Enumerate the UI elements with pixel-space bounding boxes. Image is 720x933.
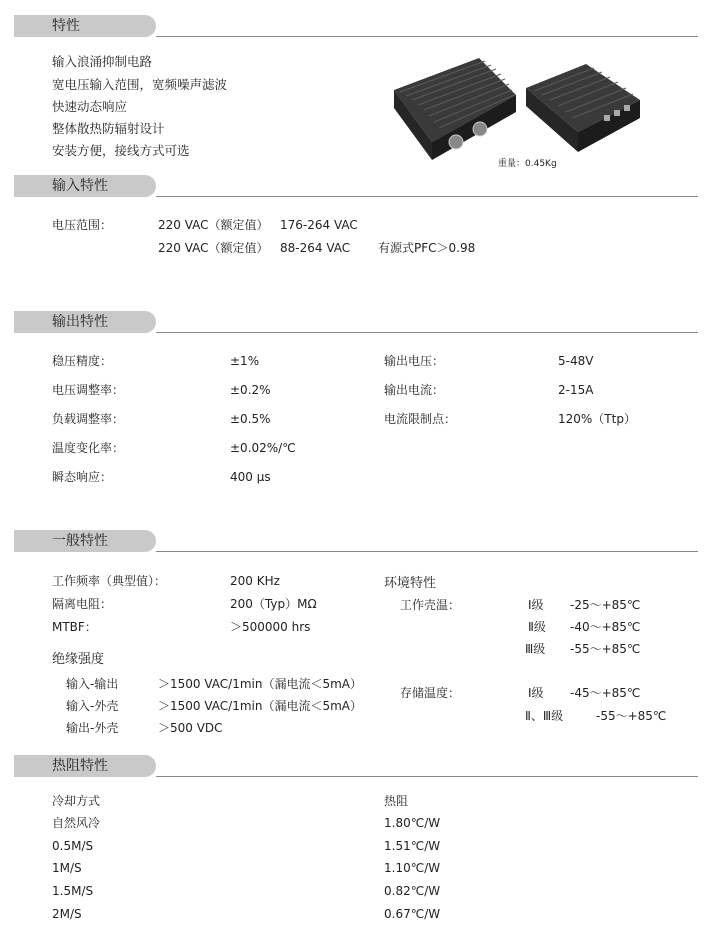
insulation-label: 输入-输出 — [66, 677, 119, 691]
output-param-value: ±0.2% — [230, 383, 271, 397]
environment-title: 环境特性 — [384, 576, 437, 591]
section-title-general: 一般特性 — [52, 533, 108, 549]
cooling-method-header: 冷却方式 — [52, 794, 101, 808]
temp-range: -25～+85℃ — [570, 598, 641, 612]
storage-temp-label: 存储温度： — [400, 686, 461, 700]
output-param-label: 电压调整率： — [52, 383, 125, 397]
rated-voltage: 220 VAC（额定值） — [158, 241, 269, 255]
temp-range: -55～+85℃ — [570, 642, 641, 656]
general-param-label: 隔离电阻： — [52, 597, 113, 611]
feature-item: 宽电压输入范围，宽频噪声滤波 — [52, 77, 228, 92]
thermal-resistance: 1.80℃/W — [384, 816, 441, 830]
feature-item: 安装方便，接线方式可选 — [52, 143, 190, 158]
output-param-label: 输出电压： — [384, 354, 445, 368]
cooling-method: 1M/S — [52, 861, 82, 875]
thermal-resistance: 0.67℃/W — [384, 907, 441, 921]
output-param-value: ±0.02%/℃ — [230, 441, 296, 455]
cooling-method: 2M/S — [52, 907, 82, 921]
insulation-value: ＞500 VDC — [158, 721, 223, 735]
section-divider — [156, 36, 698, 37]
section-divider — [156, 196, 698, 197]
output-param-value: 2-15A — [558, 383, 594, 397]
product-image-back — [520, 60, 645, 160]
feature-item: 快速动态响应 — [52, 99, 128, 114]
grade-label: Ⅰ级 — [528, 686, 544, 700]
general-param-label: 工作频率（典型值）： — [52, 574, 167, 588]
voltage-range-label: 电压范围： — [52, 218, 113, 232]
section-divider — [156, 332, 698, 333]
output-param-label: 稳压精度： — [52, 354, 113, 368]
section-title-output: 输出特性 — [52, 314, 108, 330]
insulation-value: ＞1500 VAC/1min（漏电流＜5mA） — [158, 699, 363, 713]
output-param-label: 电流限制点： — [384, 412, 457, 426]
general-param-value: ＞500000 hrs — [230, 620, 311, 634]
section-title-input: 输入特性 — [52, 178, 108, 194]
grade-label: Ⅲ级 — [525, 642, 546, 656]
general-param-value: 200 KHz — [230, 574, 280, 588]
output-param-value: 400 μs — [230, 470, 271, 484]
output-param-value: ±0.5% — [230, 412, 271, 426]
section-divider — [156, 776, 698, 777]
rated-voltage: 220 VAC（额定值） — [158, 218, 269, 232]
cooling-method: 1.5M/S — [52, 884, 94, 898]
section-title-thermal: 热阻特性 — [52, 758, 108, 774]
output-param-label: 负载调整率： — [52, 412, 125, 426]
output-param-label: 瞬态响应： — [52, 470, 113, 484]
thermal-resistance: 1.10℃/W — [384, 861, 441, 875]
output-param-value: 5-48V — [558, 354, 594, 368]
thermal-resistance: 0.82℃/W — [384, 884, 441, 898]
temp-range: -45～+85℃ — [570, 686, 641, 700]
insulation-value: ＞1500 VAC/1min（漏电流＜5mA） — [158, 677, 363, 691]
output-param-label: 温度变化率： — [52, 441, 125, 455]
cooling-method: 0.5M/S — [52, 839, 94, 853]
voltage-range: 176-264 VAC — [280, 218, 358, 232]
thermal-resistance-header: 热阻 — [384, 794, 409, 808]
product-image-front — [384, 50, 524, 165]
work-temp-label: 工作壳温： — [400, 598, 461, 612]
output-param-value: ±1% — [230, 354, 260, 368]
pfc-note: 有源式PFC＞0.98 — [378, 241, 476, 255]
grade-label: Ⅱ级 — [528, 620, 546, 634]
cooling-method: 自然风冷 — [52, 816, 101, 830]
general-param-label: MTBF： — [52, 620, 97, 634]
section-divider — [156, 551, 698, 552]
output-param-value: 120%（Ttp） — [558, 412, 636, 426]
thermal-resistance: 1.51℃/W — [384, 839, 441, 853]
insulation-label: 输入-外壳 — [66, 699, 119, 713]
insulation-label: 输出-外壳 — [66, 721, 119, 735]
voltage-range: 88-264 VAC — [280, 241, 351, 255]
feature-item: 输入浪涌抑制电路 — [52, 54, 153, 69]
temp-range: -40～+85℃ — [570, 620, 641, 634]
temp-range: -55～+85℃ — [596, 709, 667, 723]
grade-label: Ⅱ、Ⅲ级 — [525, 709, 564, 723]
weight-note: 重量：0.45Kg — [498, 159, 557, 169]
section-header-bar — [14, 15, 156, 37]
output-param-label: 输出电流： — [384, 383, 445, 397]
general-param-value: 200（Typ）MΩ — [230, 597, 317, 611]
feature-item: 整体散热防辐射设计 — [52, 121, 165, 136]
section-title-features: 特性 — [52, 18, 80, 34]
insulation-title: 绝缘强度 — [52, 652, 105, 667]
grade-label: Ⅰ级 — [528, 598, 544, 612]
